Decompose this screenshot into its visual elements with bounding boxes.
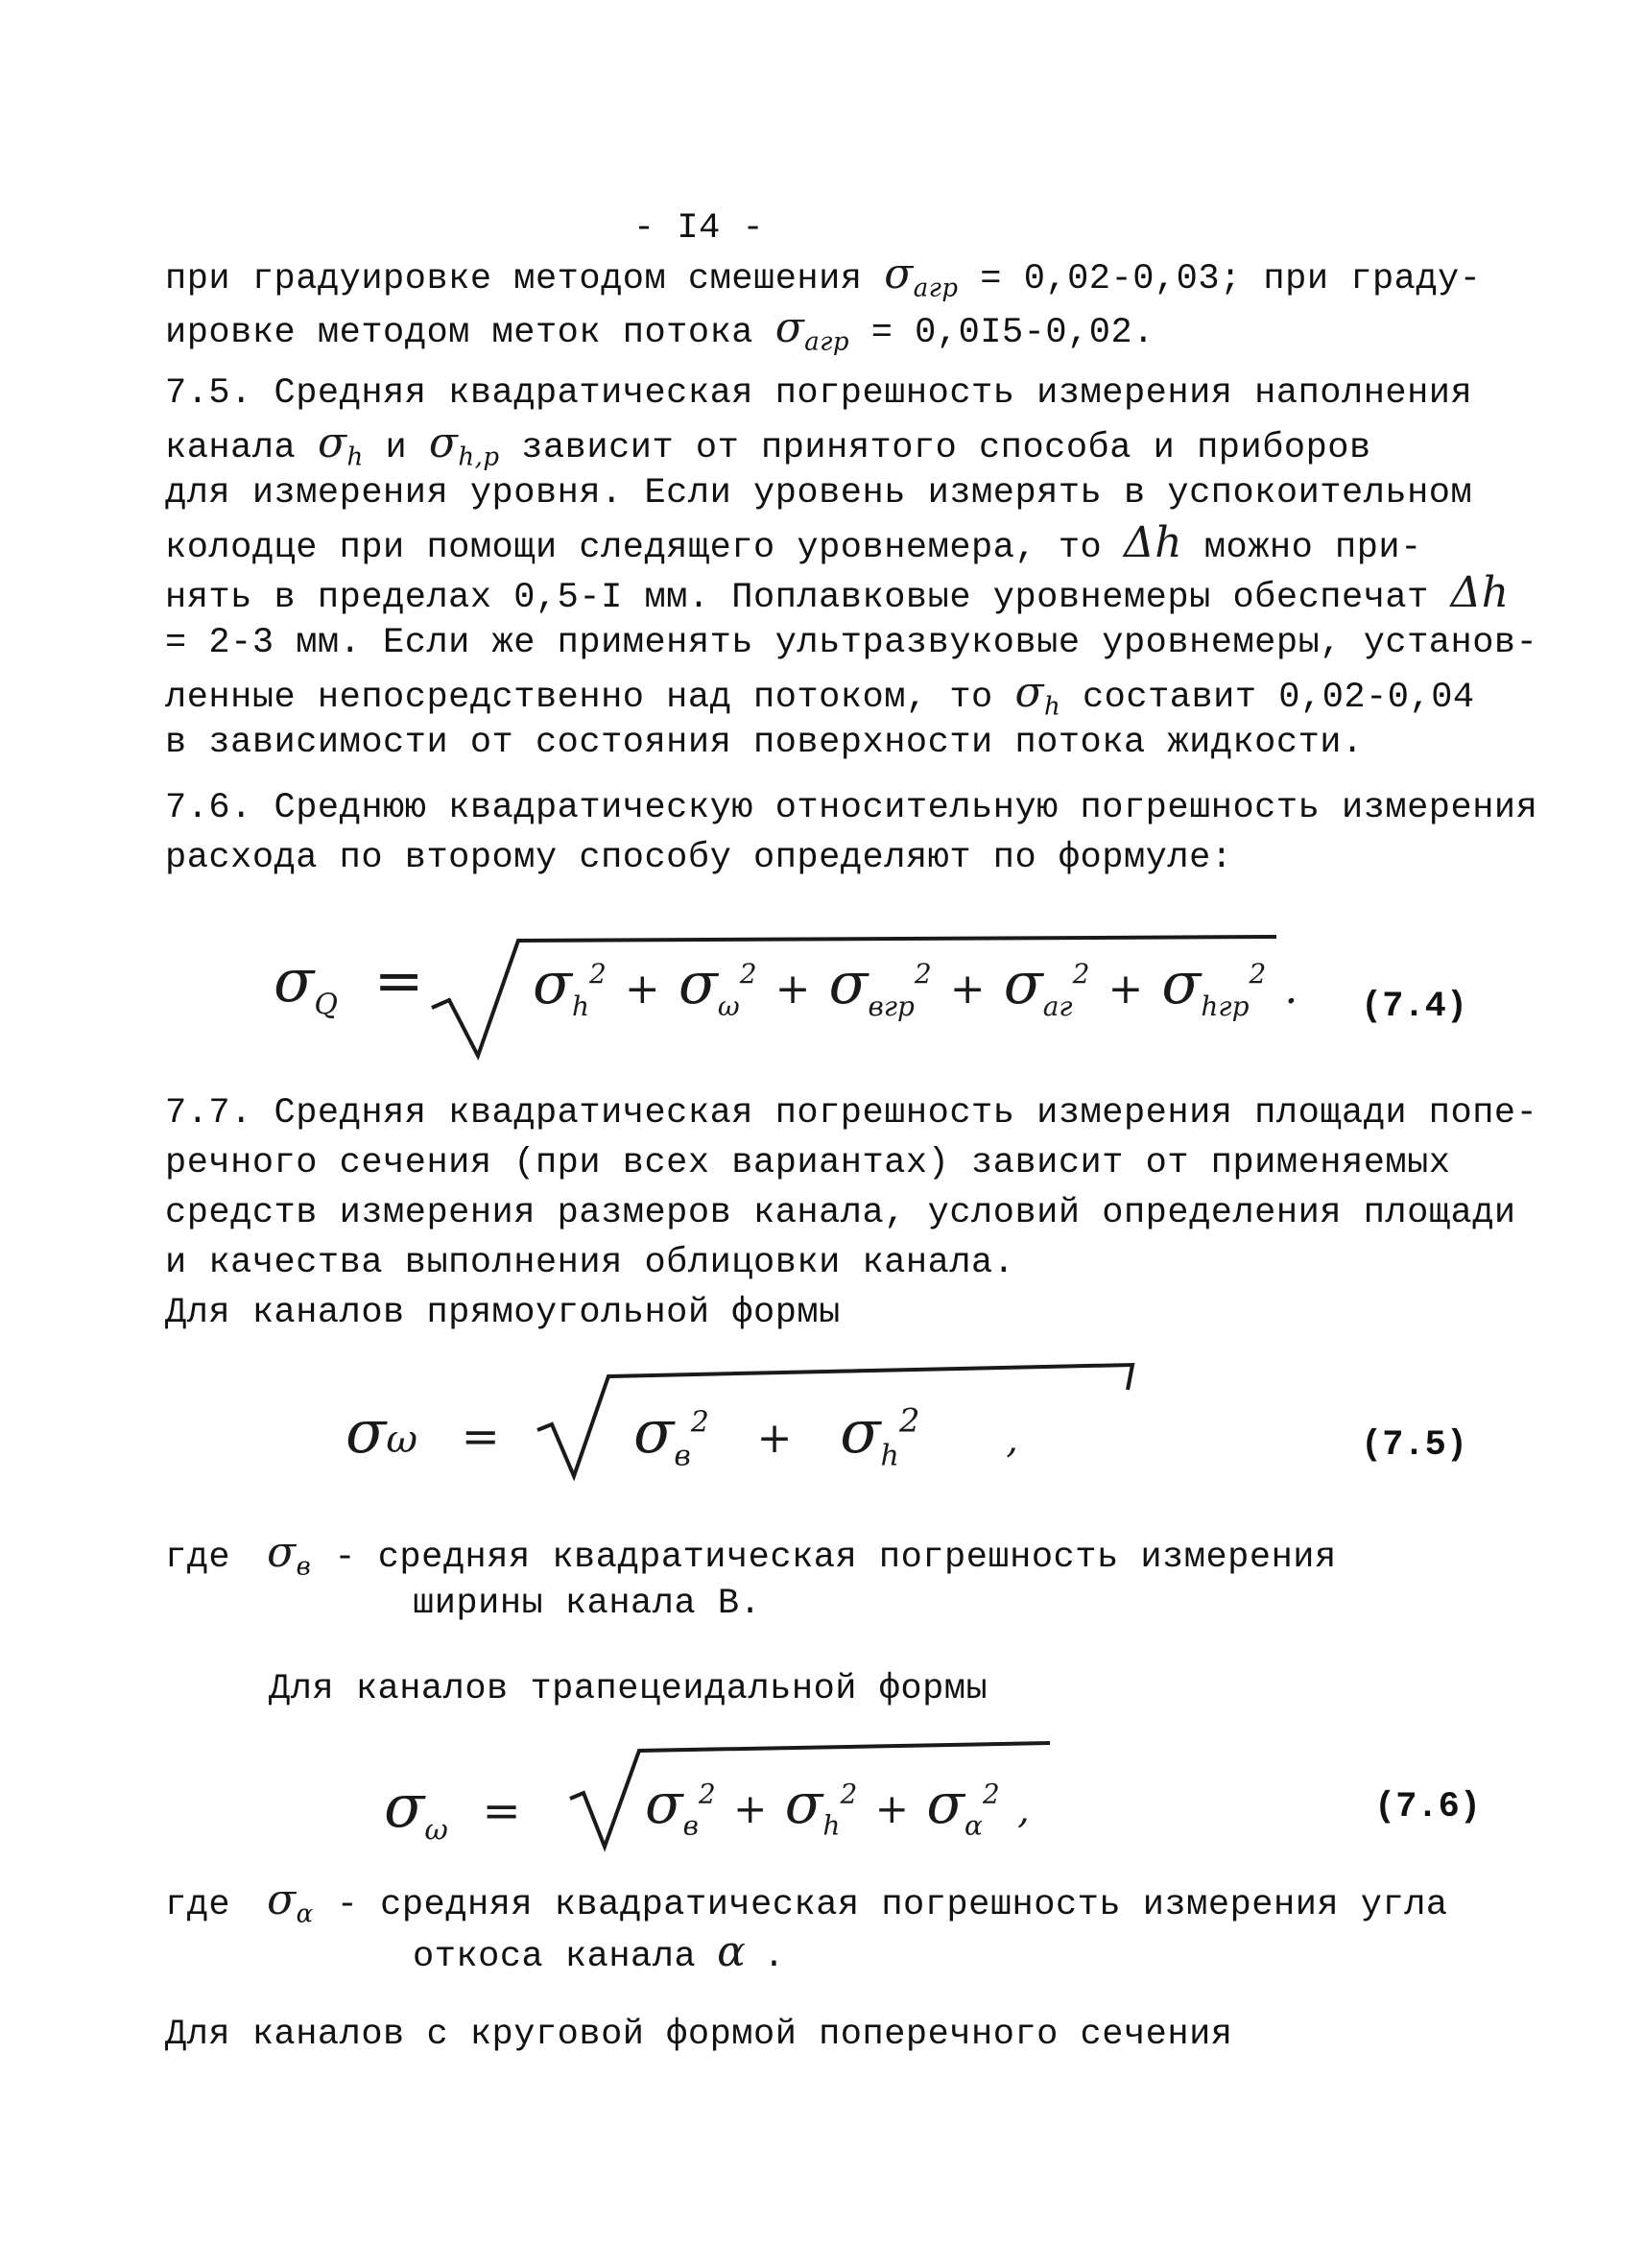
text-line: средств измерения размеров канала, условий определения площади xyxy=(165,1193,1516,1233)
text-line: Для каналов с круговой формой поперечного сечения xyxy=(165,2015,1233,2055)
section-7-6-heading-line: 7.6. Среднюю квадратическую относительную погрешность измерения xyxy=(165,788,1538,828)
equation-number: (7.6) xyxy=(1374,1787,1482,1827)
where-definition-cont: ширины канала В. xyxy=(413,1584,762,1624)
formula-7-4: $\sigma_Q$ = xyxy=(274,945,424,1022)
formula-7-6: $\sigma_\omega$ = xyxy=(384,1771,521,1848)
where-definition: где $\sigma_\alpha$ - средняя квадратическая погрешность измерения угла xyxy=(165,1875,1448,1929)
text-line: ленные непосредственно над потоком, то $\sigma_h$ составит 0,02-0,04 xyxy=(165,668,1475,722)
text-line: речного сечения (при всех вариантах) зависит от применяемых xyxy=(165,1143,1451,1183)
text-line: Для каналов прямоугольной формы xyxy=(165,1293,841,1333)
where-definition-cont: откоса канала α . xyxy=(413,1927,786,1977)
text-line: канала $\sigma_h$ и $\sigma_{h,р}$ зависит от принятого способа и приборов xyxy=(165,418,1371,472)
text-line: = 2-3 мм. Если же применять ультразвуковые уровнемеры, установ- xyxy=(165,623,1538,663)
formula-7-5-terms: $\sigma_в^2 + \sigma_h^2$ , xyxy=(633,1397,1018,1473)
formula-7-5: σω = xyxy=(345,1397,500,1467)
text-line: для измерения уровня. Если уровень измерять в успокоительном xyxy=(165,473,1473,513)
text-line: при градуировке методом смешения $\sigma_{aгр} = 0,02-0,03$; при граду- xyxy=(165,250,1482,303)
formula-7-6-terms: $\sigma_в^2 + \sigma_h^2 + \sigma_\alpha^2$ , xyxy=(645,1771,1030,1842)
equation-number: (7.5) xyxy=(1361,1425,1468,1466)
formula-7-4-terms: $\sigma_h^2 + \sigma_\omega^2 + \sigma_{вгр}^2 + \sigma_{aг}^2 + \sigma_{hгр}^2$ . xyxy=(533,950,1298,1022)
text-line: нять в пределах 0,5-I мм. Поплавковые уровнемеры обеспечат Δh xyxy=(165,568,1510,618)
text-line: расхода по второму способу определяют по формуле: xyxy=(165,838,1233,878)
text-line: ировке методом меток потока $\sigma_{aгр} = 0,0I5-0,02$. xyxy=(165,303,1155,357)
text-line: в зависимости от состояния поверхности потока жидкости. xyxy=(165,723,1364,763)
text-line: колодце при помощи следящего уровнемера, то Δh можно при- xyxy=(165,518,1422,568)
section-7-5-heading-line: 7.5. Средняя квадратическая погрешность измерения наполнения xyxy=(165,373,1473,414)
text-line: и качества выполнения облицовки канала. xyxy=(165,1243,1015,1283)
page-number: - I4 - xyxy=(633,208,765,249)
text-line: Для каналов трапецеидальной формы xyxy=(269,1669,988,1709)
equation-number: (7.4) xyxy=(1361,987,1468,1027)
section-7-7-heading-line: 7.7. Средняя квадратическая погрешность измерения площади попе- xyxy=(165,1093,1538,1134)
where-definition: где $\sigma_в$ - средняя квадратическая погрешность измерения xyxy=(165,1528,1337,1582)
